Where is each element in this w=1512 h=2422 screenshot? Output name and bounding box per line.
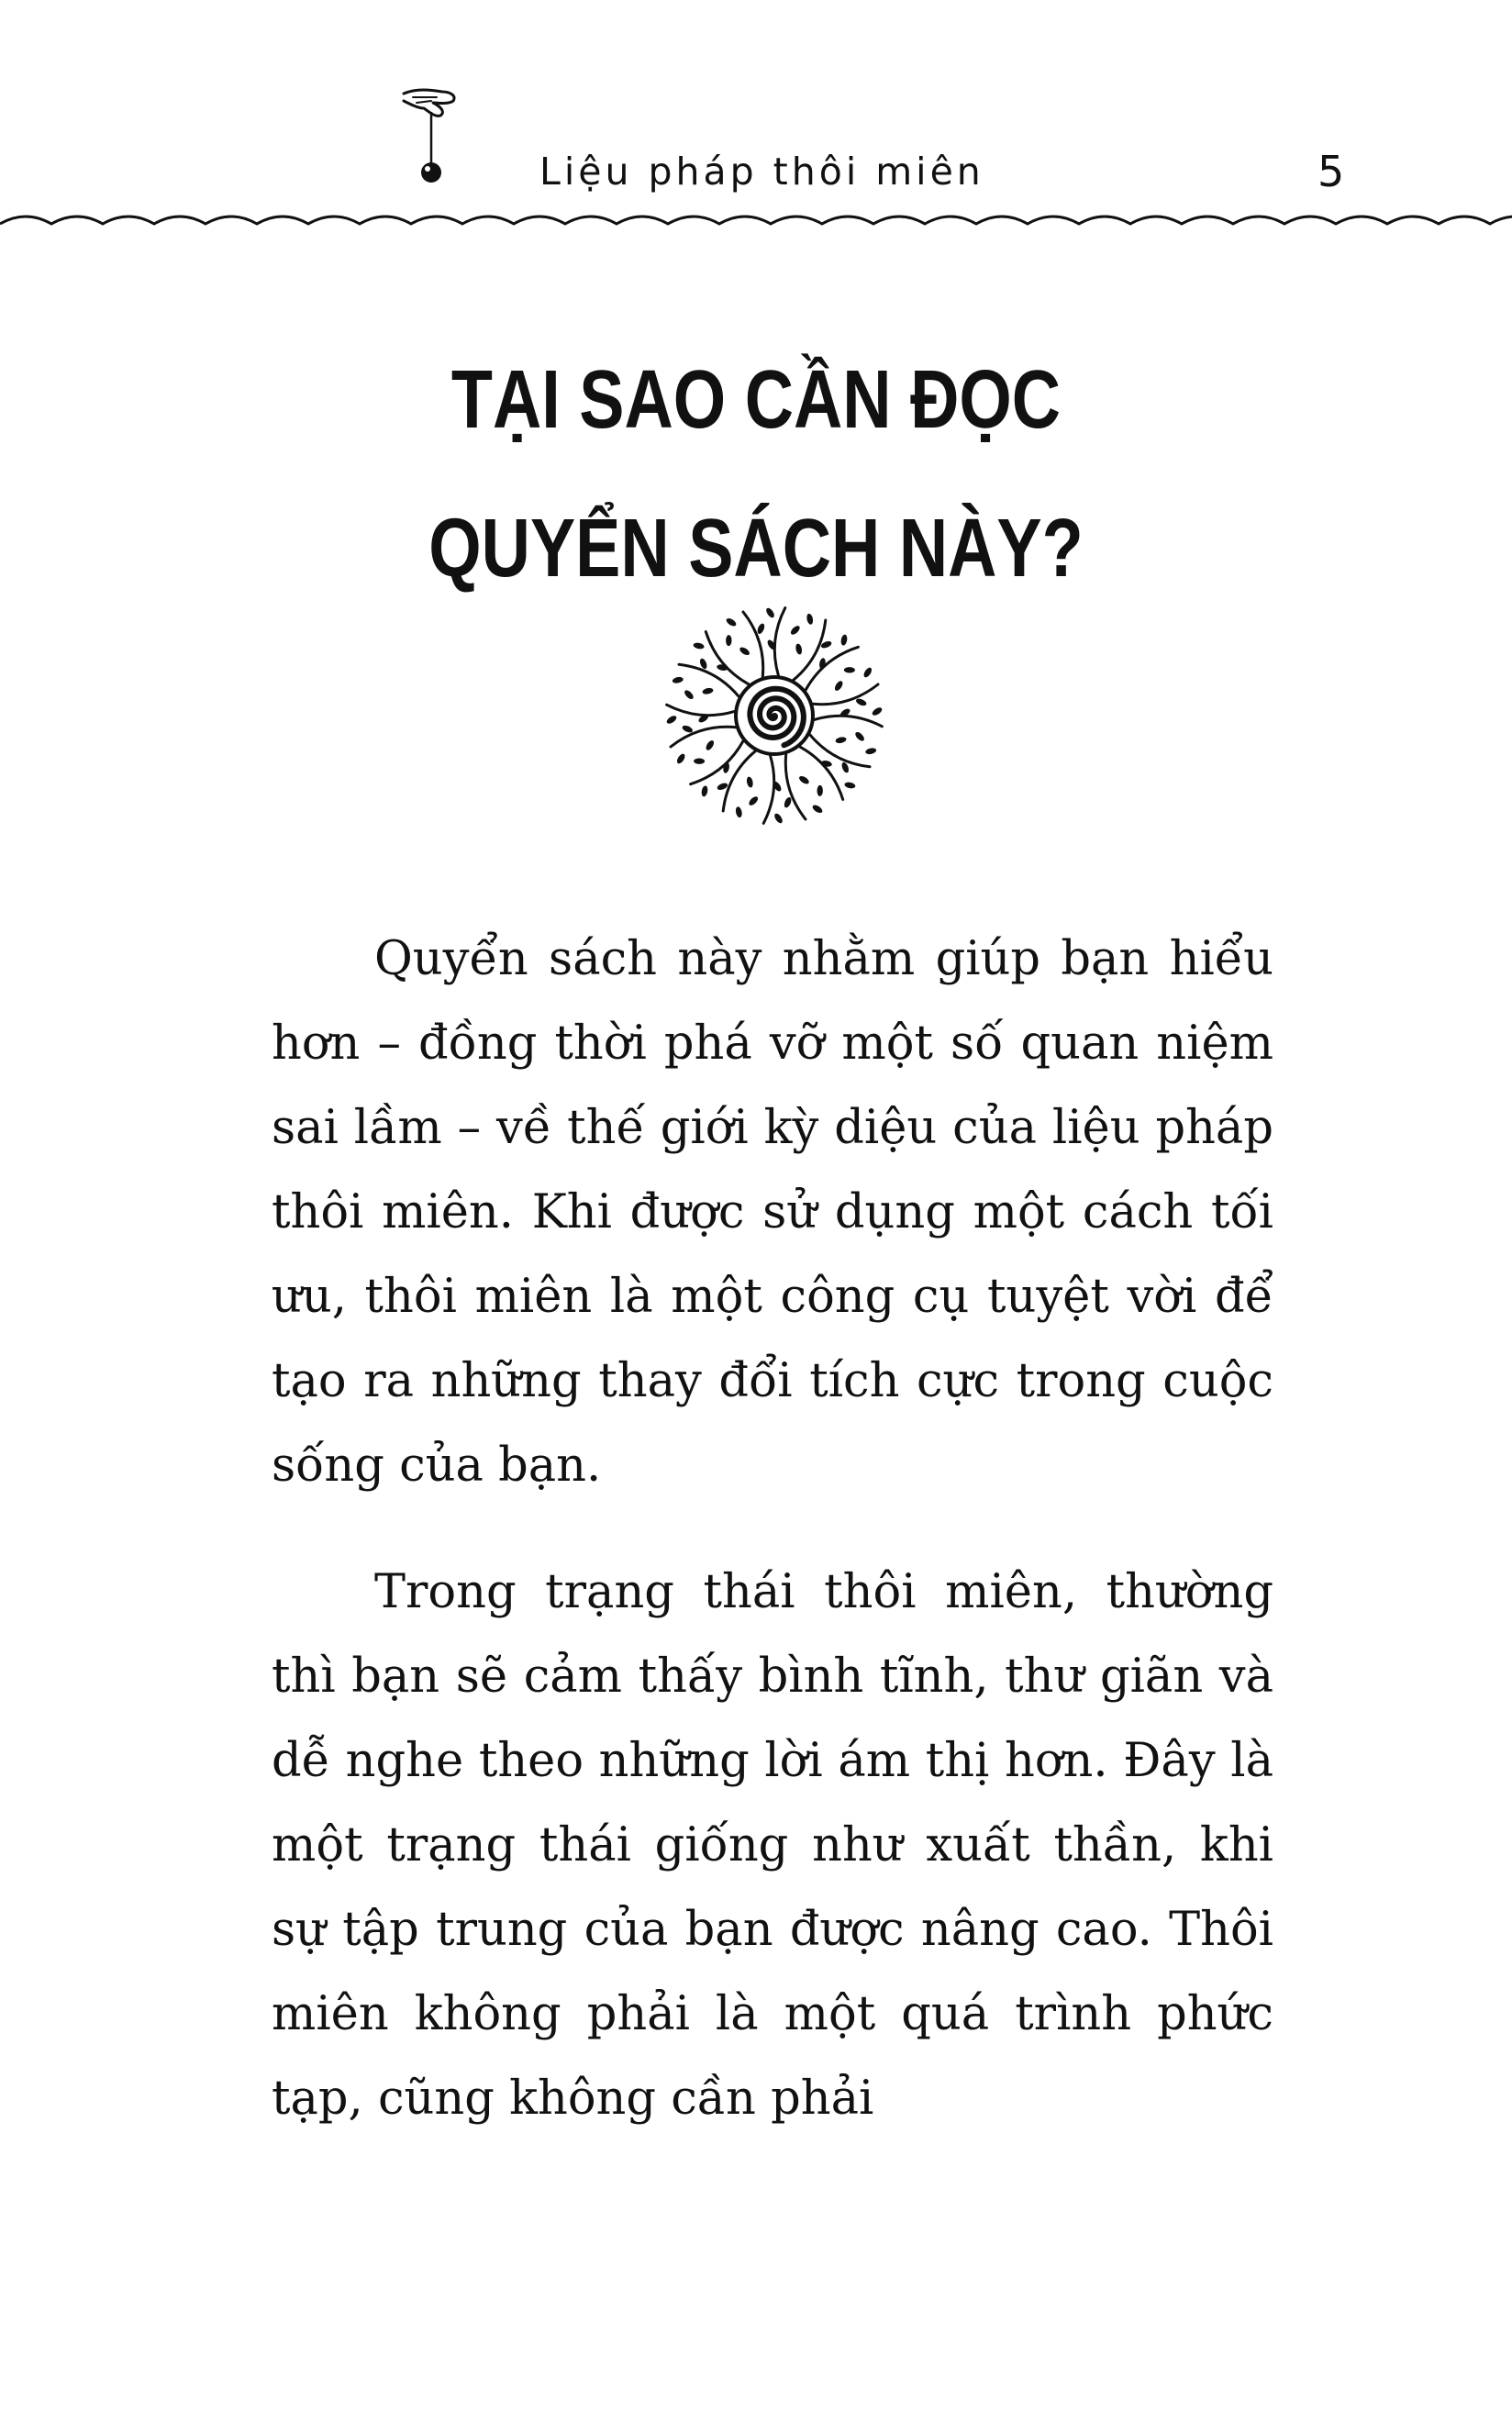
wavy-divider bbox=[0, 204, 1512, 240]
chapter-title-line-1: TẠI SAO CẦN ĐỌC bbox=[450, 354, 1062, 446]
page-number: 5 bbox=[1317, 147, 1345, 196]
running-header bbox=[0, 0, 1512, 239]
chapter-title-line-2: QUYỂN SÁCH NÀY? bbox=[428, 503, 1084, 594]
running-header-title: Liệu pháp thôi miên bbox=[539, 150, 984, 194]
body-text bbox=[272, 917, 1273, 2183]
spiral-tree-ornament-icon bbox=[646, 587, 903, 844]
paragraph: Quyển sách này nhằm giúp bạn hiểu hơn – đồng thời phá vỡ một số quan niệm sai lầm – về thế giới kỳ diệu của liệu pháp thôi miên. Khi được sử dụng một cách tối ưu, thôi miên là một công cụ tuyệt vời để tạo ra những thay đổi tích cực trong cuộc sống của bạn. bbox=[272, 932, 1273, 1493]
chapter-title bbox=[136, 326, 1375, 623]
pendulum-hand-icon bbox=[385, 81, 477, 191]
paragraph: Trong trạng thái thôi miên, thường thì bạn sẽ cảm thấy bình tĩnh, thư giãn và dễ nghe theo những lời ám thị hơn. Đây là một trạng thái giống như xuất thần, khi sự tập trung của bạn được nâng cao. Thôi miên không phải là một quá trình phức tạp, cũng không cần phải bbox=[272, 1565, 1273, 2126]
